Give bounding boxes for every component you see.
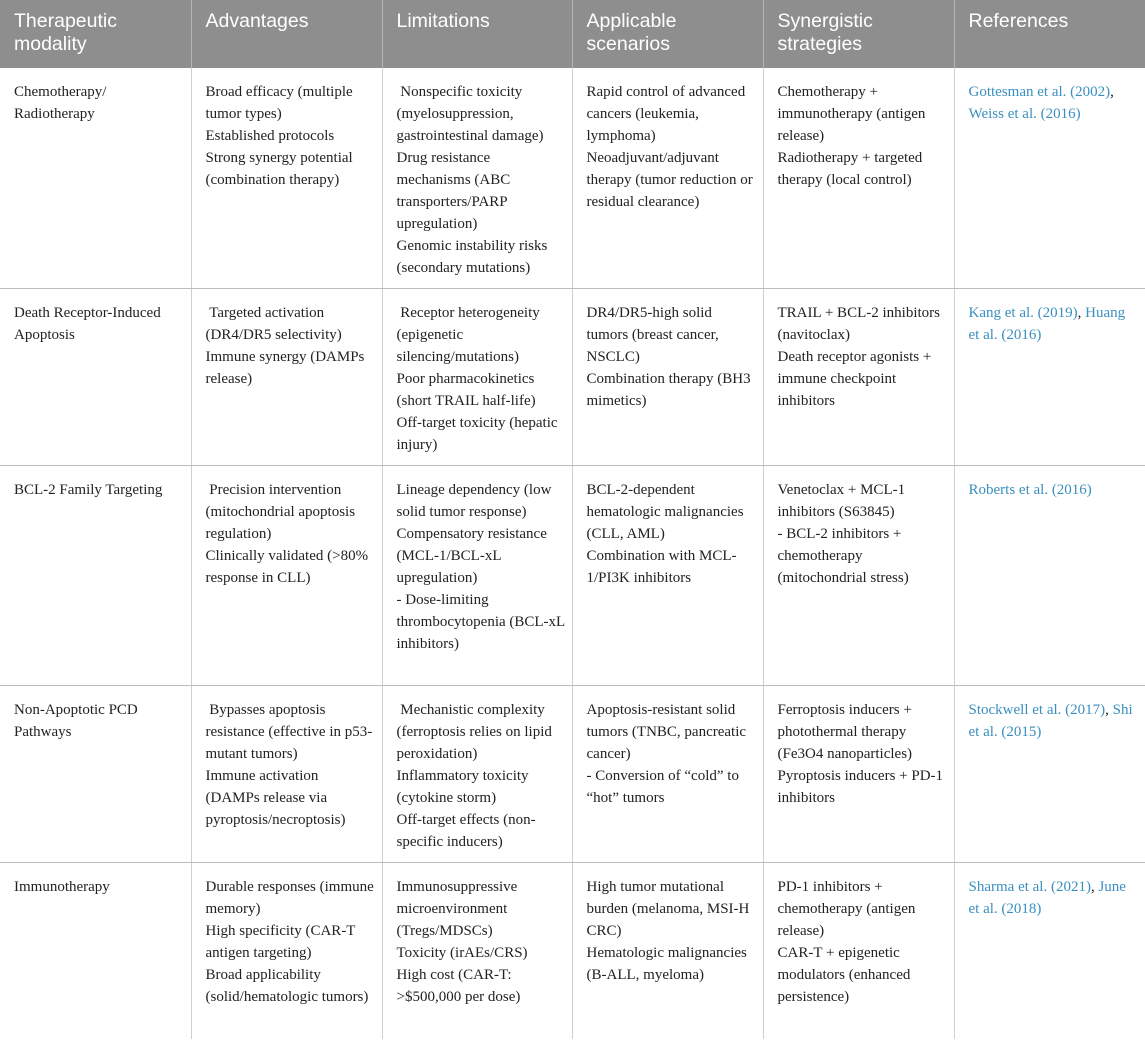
advantage-item: High specificity (CAR-T antigen targeting) [205,923,356,961]
scenario-item: Rapid control of advanced cancers (leukemia, lymphoma) [586,84,746,144]
limitation-item: Genomic instability risks (secondary mutations) [396,238,548,276]
cell-modality [0,68,191,289]
scenario-item: Combination therapy (BH3 mimetics) [586,371,751,409]
limitation-item: Nonspecific toxicity (myelosuppression, gastrointestinal damage) [396,84,544,144]
reference-link[interactable]: Kang et al. (2019) [968,305,1078,321]
cell-strategies [763,68,954,289]
reference-link[interactable]: Shi et al. (2015) [968,702,1133,740]
cell-strategies [763,289,954,466]
advantage-item: Clinically validated (>80% response in CLL) [205,548,369,586]
limitation-item: Off-target effects (non-specific inducers) [396,812,536,850]
cell-advantages [191,686,382,863]
strategy-item: CAR-T + epigenetic modulators (enhanced persistence) [777,945,911,1005]
limitation-item: Poor pharmacokinetics (short TRAIL half-life) [396,371,536,409]
advantage-item: Broad applicability (solid/hematologic tumors) [205,967,369,1005]
cell-scenarios [572,686,763,863]
table-row [0,686,1145,863]
header-row [0,0,1145,68]
strategy-item: Ferroptosis inducers + photothermal therapy (Fe3O4 nanoparticles) [777,702,913,762]
cell-strategies [763,863,954,1040]
cell-advantages [191,863,382,1040]
reference-link[interactable]: Sharma et al. (2021) [968,879,1091,895]
scenario-item: Hematologic malignancies (B-ALL, myeloma) [586,945,747,983]
modality-label: Death Receptor-Induced Apoptosis [14,305,161,343]
header-scenarios: Applicable scenarios [572,0,763,68]
cell-scenarios [572,863,763,1040]
cell-modality [0,466,191,686]
modality-label: BCL-2 Family Targeting [14,482,163,498]
header-limitations: Limitations [382,0,572,68]
cell-strategies [763,466,954,686]
scenario-item: High tumor mutational burden (melanoma, MSI-H CRC) [586,879,750,939]
advantage-item: Durable responses (immune memory) [205,879,374,917]
strategy-item: Death receptor agonists + immune checkpoint inhibitors [777,349,932,409]
modality-label: Immunotherapy [14,879,110,895]
cell-strategies [763,686,954,863]
table-header [0,0,1145,68]
limitation-item: Mechanistic complexity (ferroptosis relies on lipid peroxidation) [396,702,552,762]
header-modality: Therapeutic modality [0,0,191,68]
scenario-item: Neoadjuvant/adjuvant therapy (tumor reduction or residual clearance) [586,150,753,210]
cell-limitations [382,466,572,686]
cell-scenarios [572,289,763,466]
reference-link[interactable]: Weiss et al. (2016) [968,106,1081,122]
strategy-item: - BCL-2 inhibitors + chemotherapy (mitochondrial stress) [777,526,909,586]
cell-modality [0,289,191,466]
cell-references: Stockwell et al. (2017), Shi et al. (2015) [954,686,1145,863]
advantage-item: Established protocols [205,128,335,144]
cell-advantages [191,466,382,686]
reference-link[interactable]: Huang et al. (2016) [968,305,1126,343]
advantage-item: Strong synergy potential (combination therapy) [205,150,353,188]
limitation-item: Receptor heterogeneity (epigenetic silencing/mutations) [396,305,540,365]
modality-label: Non-Apoptotic PCD Pathways [14,702,138,740]
table-row [0,466,1145,686]
strategy-item: Pyroptosis inducers + PD-1 inhibitors [777,768,944,806]
limitation-item: Toxicity (irAEs/CRS) [396,945,528,961]
strategy-item: TRAIL + BCL-2 inhibitors (navitoclax) [777,305,940,343]
modality-label: Chemotherapy/ Radiotherapy [14,84,107,122]
cell-advantages [191,289,382,466]
cell-limitations [382,686,572,863]
scenario-item: DR4/DR5-high solid tumors (breast cancer, NSCLC) [586,305,719,365]
header-strategies: Synergistic strategies [763,0,954,68]
reference-link[interactable]: Stockwell et al. (2017) [968,702,1106,718]
advantage-item: Immune synergy (DAMPs release) [205,349,365,387]
advantage-item: Targeted activation (DR4/DR5 selectivity) [205,305,342,343]
cell-references: Gottesman et al. (2002), Weiss et al. (2016) [954,68,1145,289]
cell-scenarios [572,466,763,686]
strategy-item: PD-1 inhibitors + chemotherapy (antigen release) [777,879,916,939]
scenario-item: - Conversion of “cold” to “hot” tumors [586,768,739,806]
scenario-item: Apoptosis-resistant solid tumors (TNBC, pancreatic cancer) [586,702,747,762]
limitation-item: Lineage dependency (low solid tumor response) [396,482,552,520]
cell-modality [0,686,191,863]
cell-modality [0,863,191,1040]
table-row [0,863,1145,1040]
cell-limitations [382,289,572,466]
cell-scenarios [572,68,763,289]
limitation-item: - Dose-limiting thrombocytopenia (BCL-xL inhibitors) [396,592,565,652]
strategy-item: Radiotherapy + targeted therapy (local control) [777,150,923,188]
advantage-item: Bypasses apoptosis resistance (effective in p53-mutant tumors) [205,702,373,762]
table-row [0,289,1145,466]
header-advantages: Advantages [191,0,382,68]
limitation-item: Immunosuppressive microenvironment (Tregs/MDSCs) [396,879,518,939]
advantage-item: Precision intervention (mitochondrial apoptosis regulation) [205,482,356,542]
cell-advantages [191,68,382,289]
limitation-item: Off-target toxicity (hepatic injury) [396,415,558,453]
cell-references [954,466,1145,686]
table-body [0,68,1145,1039]
table-row [0,68,1145,289]
scenario-item: BCL-2-dependent hematologic malignancies (CLL, AML) [586,482,744,542]
cell-limitations [382,68,572,289]
strategy-item: Chemotherapy + immunotherapy (antigen release) [777,84,926,144]
scenario-item: Combination with MCL-1/PI3K inhibitors [586,548,737,586]
advantage-item: Immune activation (DAMPs release via pyroptosis/necroptosis) [205,768,346,828]
limitation-item: High cost (CAR-T: >$500,000 per dose) [396,967,521,1005]
reference-link[interactable]: Roberts et al. (2016) [968,482,1092,498]
advantage-item: Broad efficacy (multiple tumor types) [205,84,353,122]
header-references: References [954,0,1145,68]
limitation-item: Inflammatory toxicity (cytokine storm) [396,768,529,806]
limitation-item: Drug resistance mechanisms (ABC transporters/PARP upregulation) [396,150,511,232]
reference-link[interactable]: Gottesman et al. (2002) [968,84,1111,100]
strategy-item: Venetoclax + MCL-1 inhibitors (S63845) [777,482,906,520]
cell-references: Kang et al. (2019), Huang et al. (2016) [954,289,1145,466]
limitation-item: Compensatory resistance (MCL-1/BCL-xL upregulation) [396,526,547,586]
cell-references: Sharma et al. (2021), June et al. (2018) [954,863,1145,1040]
cell-limitations [382,863,572,1040]
reference-link[interactable]: June et al. (2018) [968,879,1126,917]
